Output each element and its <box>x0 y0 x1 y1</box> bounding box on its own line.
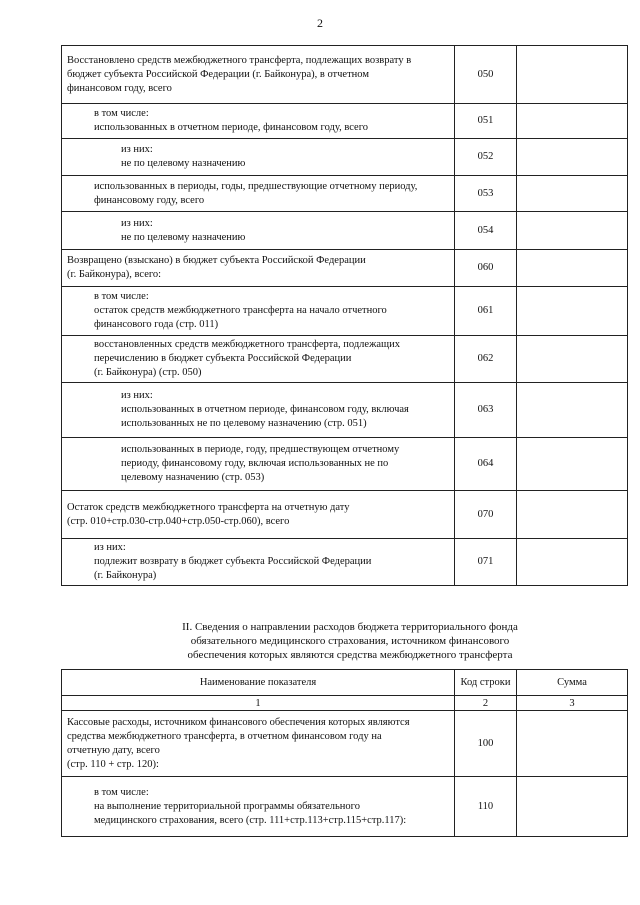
table-row <box>62 539 628 586</box>
table-row <box>62 176 628 212</box>
row-code: 053 <box>455 176 517 212</box>
row-value-cell <box>517 711 628 777</box>
row-code: 050 <box>455 46 517 104</box>
row-code: 064 <box>455 438 517 491</box>
row-value-cell <box>517 46 628 104</box>
column-number-3: 3 <box>517 696 628 711</box>
row-label-cell <box>62 383 455 438</box>
row-value-cell <box>517 539 628 586</box>
row-label: из них: не по целевому назначению <box>121 217 246 243</box>
table-row <box>62 139 628 176</box>
row-label: Кассовые расходы, источником финансового обеспечения которых являются средства межбюджетного трансферта, в отчетном финансовом году на отчетную дату, всего (стр. 110 + стр. 120): <box>67 716 410 770</box>
row-value-cell <box>517 438 628 491</box>
row-code: 110 <box>455 777 517 837</box>
row-value-cell <box>517 250 628 287</box>
row-label: Возвращено (взыскано) в бюджет субъекта Российской Федерации (г. Байконура), всего: <box>67 255 366 280</box>
row-label: в том числе: остаток средств межбюджетного трансферта на начало отчетного финансового года (стр. 011) <box>94 291 387 330</box>
row-value-cell <box>517 383 628 438</box>
row-label-cell <box>62 539 455 586</box>
row-code: 051 <box>455 104 517 139</box>
row-label-cell <box>62 104 455 139</box>
row-label: использованных в периоды, годы, предшествующие отчетному периоду, финансовому году, всего <box>94 180 418 206</box>
row-value-cell <box>517 104 628 139</box>
row-label-cell <box>62 711 455 777</box>
table-header-row <box>62 670 628 696</box>
table-row <box>62 777 628 837</box>
row-value-cell <box>517 336 628 383</box>
row-value-cell <box>517 287 628 336</box>
row-code: 060 <box>455 250 517 287</box>
table-row <box>62 438 628 491</box>
row-label: из них: использованных в отчетном периоде, финансовом году, включая использованных не по целевому назначению (стр. 051) <box>121 390 409 429</box>
row-value-cell <box>517 139 628 176</box>
row-code: 054 <box>455 212 517 250</box>
header-name: Наименование показателя <box>62 670 455 696</box>
row-label-cell <box>62 287 455 336</box>
row-label: в том числе: использованных в отчетном периоде, финансовом году, всего <box>94 108 368 133</box>
row-label-cell <box>62 777 455 837</box>
row-label: Остаток средств межбюджетного трансферта на отчетную дату (стр. 010+стр.030-стр.040+стр.050-стр.060), всего <box>67 501 350 527</box>
row-label-cell <box>62 212 455 250</box>
column-number-1: 1 <box>62 696 455 711</box>
row-label-cell <box>62 336 455 383</box>
header-code: Код строки <box>455 670 517 696</box>
table-row <box>62 212 628 250</box>
column-number-2: 2 <box>455 696 517 711</box>
row-code: 061 <box>455 287 517 336</box>
table-row <box>62 491 628 539</box>
table-row <box>62 336 628 383</box>
row-code: 071 <box>455 539 517 586</box>
row-code: 070 <box>455 491 517 539</box>
row-label-cell <box>62 46 455 104</box>
table-intertransfer-return <box>61 45 628 586</box>
row-value-cell <box>517 212 628 250</box>
table-row <box>62 250 628 287</box>
row-label-cell <box>62 250 455 287</box>
page-number: 2 <box>317 16 323 30</box>
row-value-cell <box>517 176 628 212</box>
row-label-cell <box>62 139 455 176</box>
row-label: Восстановлено средств межбюджетного трансферта, подлежащих возврату в бюджет субъекта Российской Федерации (г. Байконура), в отчетном финансовом году, всего <box>67 54 412 94</box>
table-row <box>62 104 628 139</box>
row-label-cell <box>62 438 455 491</box>
row-label: из них: подлежит возврату в бюджет субъекта Российской Федерации (г. Байконура) <box>94 542 372 581</box>
row-code: 063 <box>455 383 517 438</box>
table-expenses <box>61 669 628 837</box>
table-row <box>62 287 628 336</box>
header-sum: Сумма <box>517 670 628 696</box>
table-row <box>62 46 628 104</box>
row-value-cell <box>517 777 628 837</box>
row-label: использованных в периоде, году, предшествующем отчетному периоду, финансовому году, включая использованных не по целевому назначению (стр. 053) <box>121 444 400 483</box>
row-code: 052 <box>455 139 517 176</box>
row-label: из них: не по целевому назначению <box>121 144 246 169</box>
section-2-title: II. Сведения о направлении расходов бюджета территориального фонда обязательного медицинского страхования, источником финансового обеспечения которых являются средства межбюджетного трансферта <box>182 621 518 661</box>
row-label-cell <box>62 491 455 539</box>
table-row <box>62 711 628 777</box>
row-code: 100 <box>455 711 517 777</box>
table-row <box>62 383 628 438</box>
row-label: восстановленных средств межбюджетного трансферта, подлежащих перечислению в бюджет субъекта Российской Федерации (г. Байконура) (стр. 050) <box>94 339 400 378</box>
row-label-cell <box>62 176 455 212</box>
row-value-cell <box>517 491 628 539</box>
row-label: в том числе: на выполнение территориальной программы обязательного медицинского страхования, всего (стр. 111+стр.113+стр.115+стр.117): <box>94 786 407 826</box>
row-code: 062 <box>455 336 517 383</box>
column-number-row <box>62 696 628 711</box>
